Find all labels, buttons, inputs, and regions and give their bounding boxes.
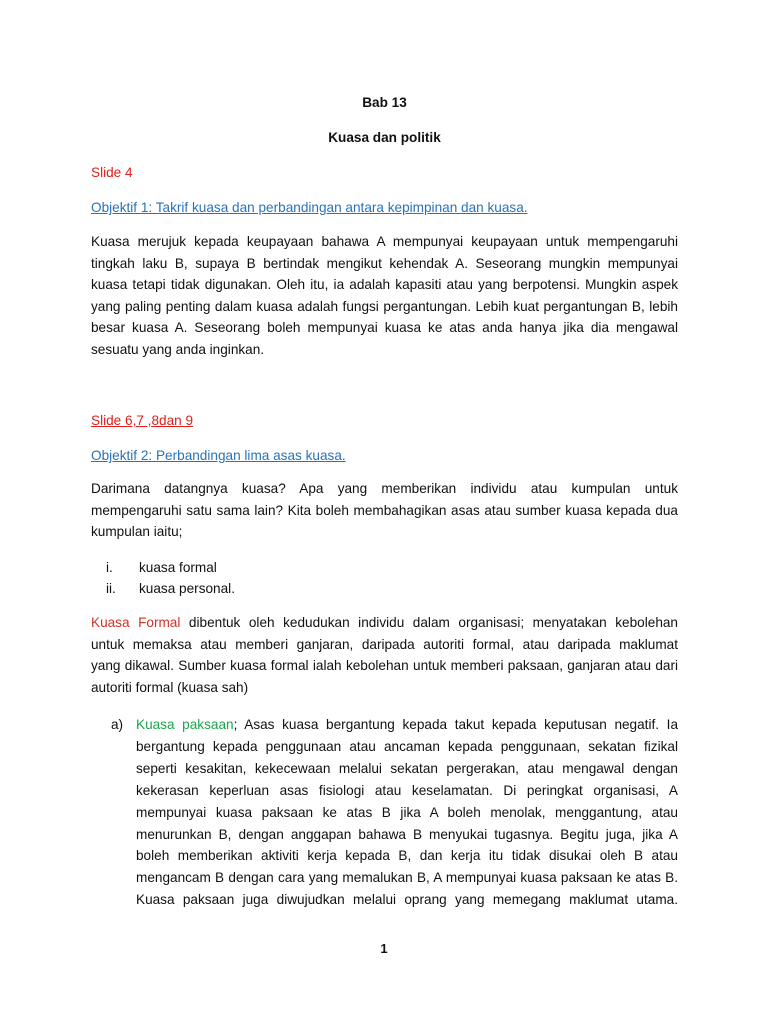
paragraph-line: seperti kesakitan, kekecewaan melalui sekatan pergerakan, atau mengawal dengan [136,760,678,776]
slide-label-2-text: Slide 6,7 ,8dan 9 [91,413,194,428]
objective-2[interactable] [91,445,678,467]
paragraph-line: menurunkan B, dengan anggapan bahawa B menyukai tugasnya. Begitu juga, jika A [136,826,678,842]
paragraph-line-rest: dibentuk oleh kedudukan individu dalam organisasi; menyatakan kebolehan [180,615,678,630]
paragraph-line: besar kuasa A. Seseorang boleh mempunyai kuasa ke atas anda hanya jika dia mengawal [91,320,678,335]
paragraph-line [136,714,678,736]
paragraph-line: mengancam B dengan cara yang memalukan B, A mempunyai kuasa paksaan ke atas B. [136,870,678,886]
paragraph-line-rest: ; Asas kuasa bergantung kepada takut kepada keputusan negatif. Ia [233,717,679,732]
paragraph-line: boleh memberikan aktiviti kerja kepada B, dan kerja itu tidak disukai oleh B atau [136,848,678,864]
paragraph-line: mempengaruhi satu sama lain? Kita boleh membahagikan asas atau sumber kuasa kepada dua [91,502,678,518]
list-marker: ii. [106,581,116,596]
term-kuasa-formal: Kuasa Formal [91,615,181,630]
subsection-label: a) [111,717,124,732]
list-item-text: kuasa formal [139,560,217,575]
paragraph-line: mempunyai kuasa paksaan ke atas B jika A boleh menolak, menggantung, atau [136,804,678,820]
paragraph-line: Kuasa paksaan juga diwujudkan melalui oprang yang memegang maklumat utama. [136,892,678,908]
paragraph-line: kumpulan iaitu; [91,524,183,539]
paragraph-1 [91,231,678,360]
paragraph-line: Darimana datangnya kuasa? Apa yang memberikan individu atau kumpulan untuk [91,481,678,496]
subsection-text [136,714,678,911]
term-kuasa-paksaan: Kuasa paksaan [136,717,234,732]
objective-2-link[interactable]: Objektif 2: Perbandingan lima asas kuasa. [91,448,346,463]
paragraph-line: sesuatu yang anda inginkan. [91,341,265,357]
slide-label-2 [91,410,678,432]
list-item-text: kuasa personal. [139,581,235,596]
objective-1[interactable] [91,197,678,219]
paragraph-line: tingkah laku B, supaya B bertindak mengikut kehendak A. Seseorang mungkin mempunyai [91,255,678,271]
paragraph-line: bergantung kepada penggunaan atau ancaman kepada penggunaan, sekatan fizikal [136,738,678,754]
slide-label-1: Slide 4 [91,165,133,180]
paragraph-line: Kuasa merujuk kepada keupayaan bahawa A mempunyai keupayaan untuk mempengaruhi [91,234,678,249]
objective-1-link[interactable]: Objektif 1: Takrif kuasa dan perbandingan antara kepimpinan dan kuasa. [91,200,528,215]
chapter-heading: Bab 13 [362,95,407,110]
paragraph-line: yang paling penting dalam kuasa adalah fungsi pergantungan. Lebih kuat pergantungan B, lebih [91,298,678,314]
paragraph-2 [91,478,678,543]
list-marker: i. [106,560,113,575]
paragraph-line: autoriti formal (kuasa sah) [91,679,249,695]
paragraph-line [91,612,678,634]
paragraph-line: kekerasan keperluan asas fisiologi atau keselamatan. Di peringkat organisasi, A [136,782,678,798]
paragraph-formal [91,612,678,698]
paragraph-line: kuasa tetapi tidak digunakan. Oleh itu, ia adalah kapasiti atau yang berpotensi. Mungkin aspek [91,277,678,292]
paragraph-line: yang dikawal. Sumber kuasa formal ialah kebolehan untuk memberi paksaan, ganjaran atau dari [91,658,678,673]
paragraph-line: untuk memaksa atau memberi ganjaran, daripada autoriti formal, atau daripada maklumat [91,636,678,652]
page-number: 1 [380,941,388,956]
page-title: Kuasa dan politik [328,130,441,145]
